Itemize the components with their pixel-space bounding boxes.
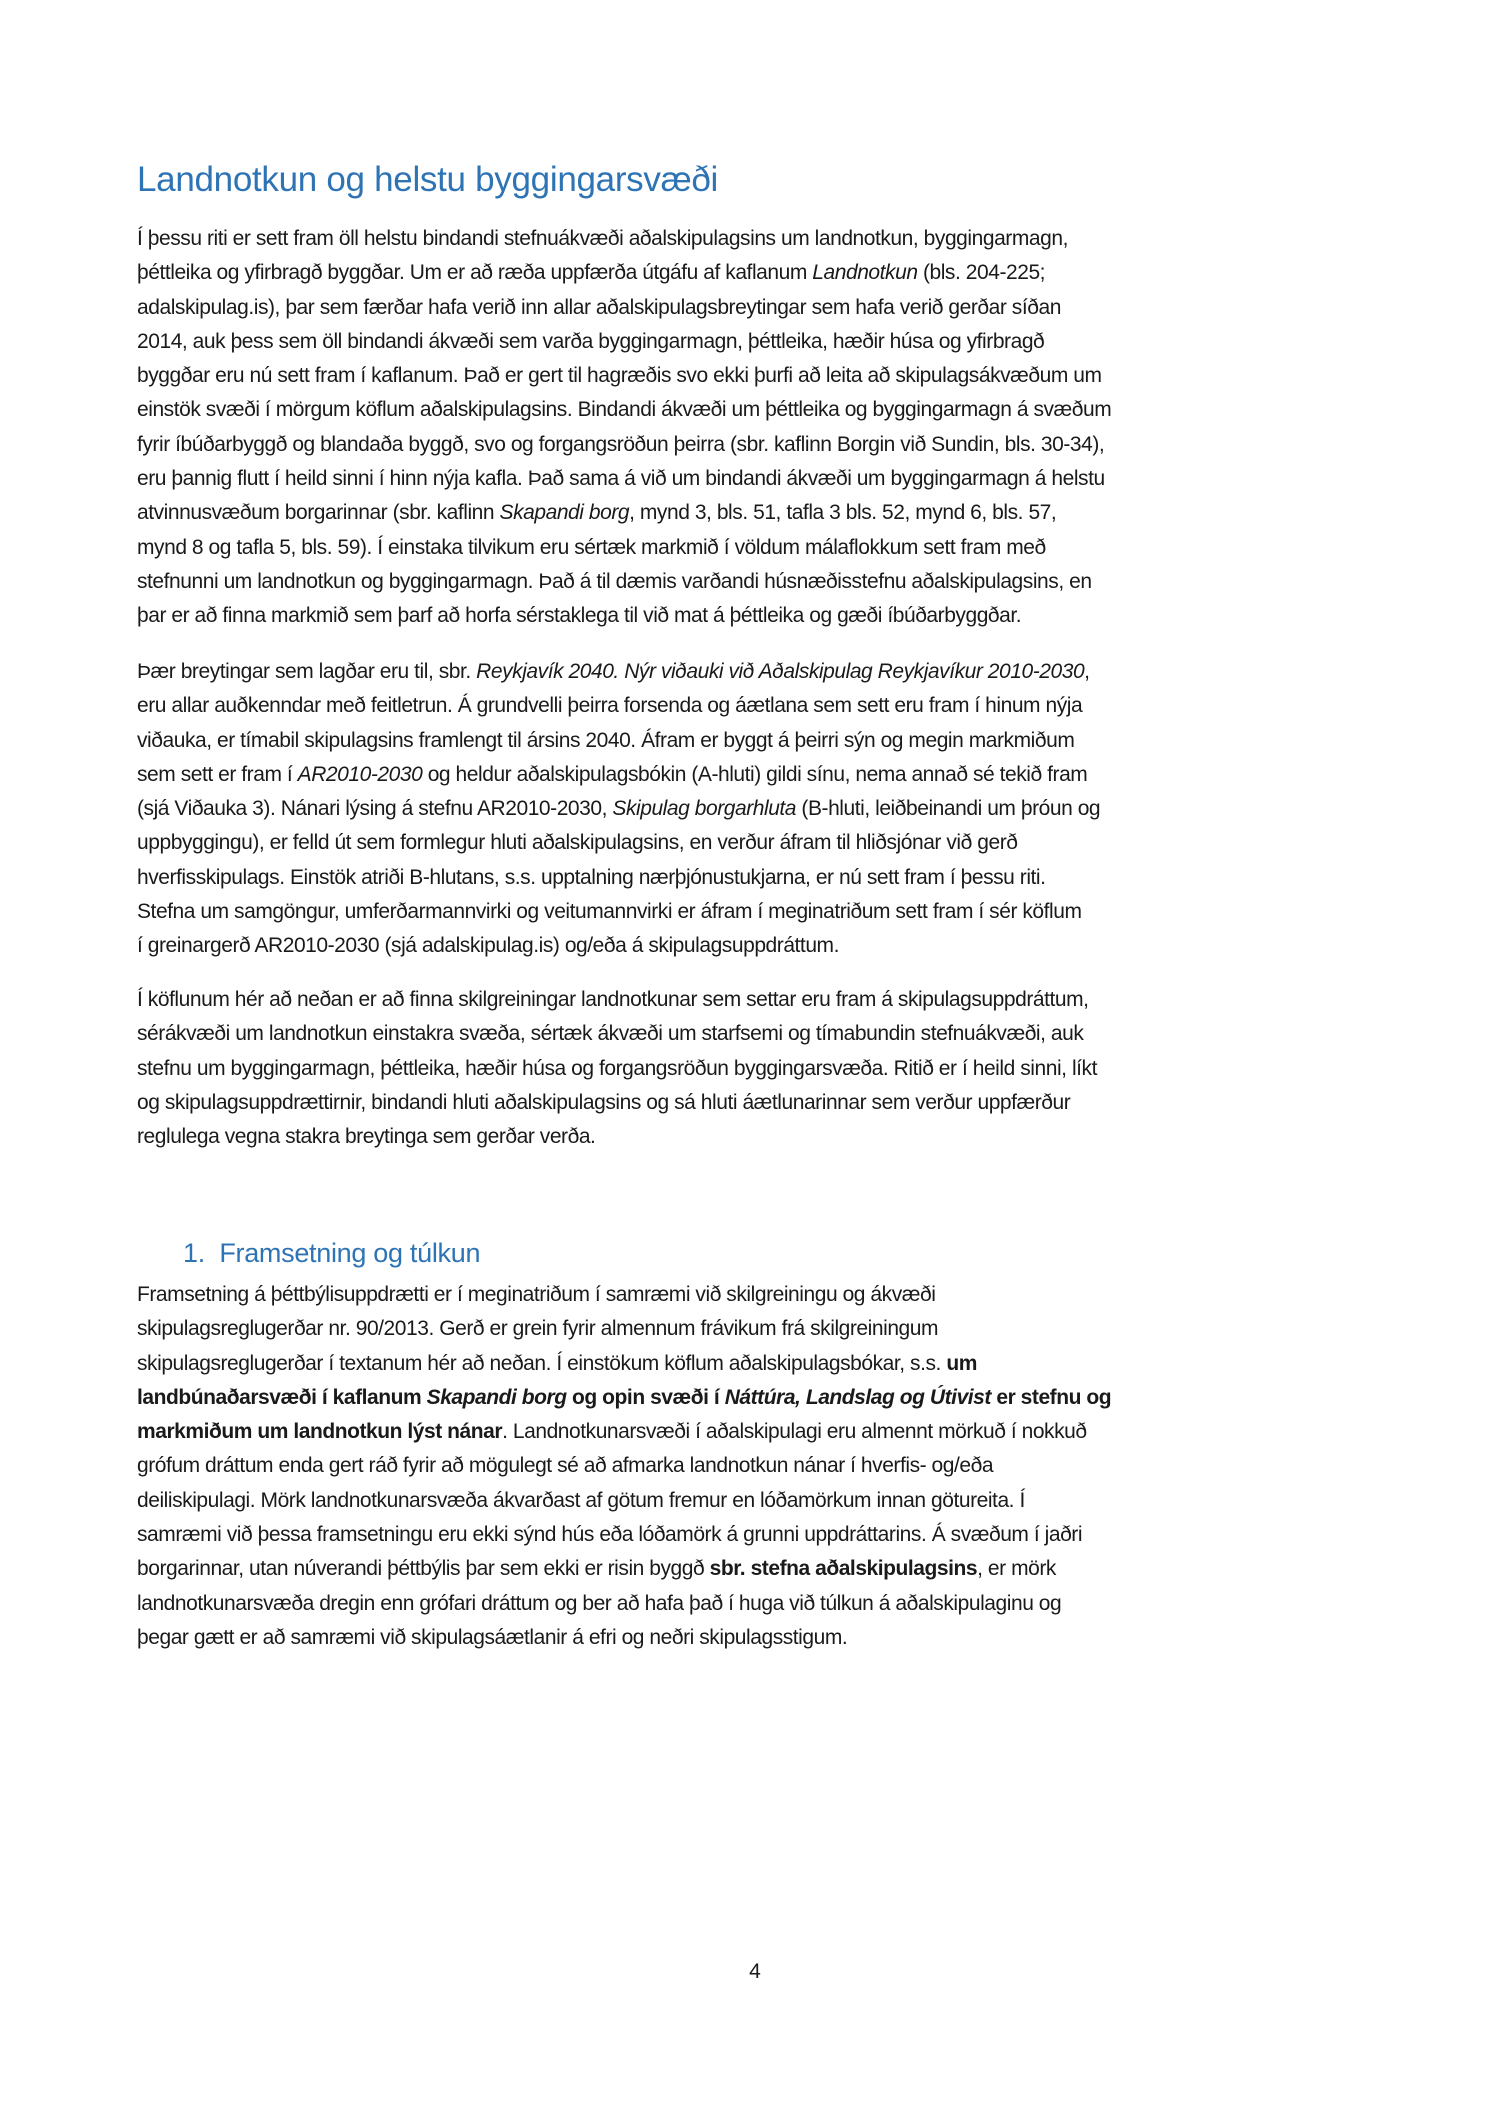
text-line <box>137 861 1100 895</box>
text-segment: landnotkunarsvæða dregin enn grófari dráttum og ber að hafa það í huga við túlkun á aðalskipulaginu og <box>137 1591 1062 1615</box>
text-line <box>137 393 1111 427</box>
text-segment: (sjá Viðauka 3). Nánari lýsing á stefnu AR2010-2030, <box>137 797 613 821</box>
text-line <box>137 826 1100 860</box>
text-segment: grófum dráttum enda gert ráð fyrir að mögulegt sé að afmarka landnotkun nánar í hverfis- og/eða <box>137 1454 994 1478</box>
text-line <box>137 1449 1111 1483</box>
text-segment: þéttleika og yfirbragð byggðar. Um er að ræða uppfærða útgáfu af kaflanum <box>137 261 813 285</box>
text-line <box>137 599 1111 633</box>
text-segment: borgarinnar, utan núverandi þéttbýlis þar sem ekki er risin byggð <box>137 1557 710 1581</box>
text-line <box>137 1086 1097 1120</box>
text-segment: skipulagsreglugerðar í textanum hér að neðan. Í einstökum köflum aðalskipulagsbókar, s.s. <box>137 1351 947 1375</box>
text-segment: AR2010-2030 <box>297 762 423 786</box>
text-segment: og opin svæði í <box>566 1385 725 1409</box>
text-segment: uppbyggingu), er felld út sem formlegur hluti aðalskipulagsins, en verður áfram til hliðsjónar við gerð <box>137 831 1018 855</box>
text-segment: í greinargerð AR2010-2030 (sjá adalskipulag.is) og/eða á skipulagsuppdráttum. <box>137 934 839 958</box>
text-segment: reglulega vegna stakra breytinga sem gerðar verða. <box>137 1125 596 1149</box>
text-segment: (B-hluti, leiðbeinandi um þróun og <box>796 797 1101 821</box>
text-line <box>137 565 1111 599</box>
text-line <box>137 895 1100 929</box>
text-segment: og skipulagsuppdrættirnir, bindandi hluti aðalskipulagsins og sá hluti áætlunarinnar sem verður uppfærður <box>137 1090 1071 1114</box>
text-segment: viðauka, er tímabil skipulagsins framlengt til ársins 2040. Áfram er byggt á þeirri sýn og megin markmiðum <box>137 728 1075 752</box>
text-line <box>137 689 1100 723</box>
section-heading <box>183 1238 480 1269</box>
text-segment: um <box>946 1351 977 1375</box>
text-line <box>137 724 1100 758</box>
text-segment: landbúnaðarsvæði í kaflanum <box>137 1385 427 1409</box>
text-segment: sérákvæði um landnotkun einstakra svæða, sértæk ákvæði um starfsemi og tímabundin stefnuákvæði, auk <box>137 1022 1084 1046</box>
text-line <box>137 983 1097 1017</box>
text-line <box>137 1621 1111 1655</box>
text-line <box>137 655 1100 689</box>
text-segment: Reykjavík 2040. Nýr viðauki við Aðalskipulag Reykjavíkur 2010-2030 <box>476 660 1085 683</box>
text-segment: (bls. 204-225; <box>917 261 1046 285</box>
text-segment: . Landnotkunarsvæði í aðalskipulagi eru almennt mörkuð í nokkuð <box>502 1420 1087 1444</box>
text-segment: mynd 8 og tafla 5, bls. 59). Í einstaka tilvikum eru sértæk markmið í völdum málaflokkum sett fram með <box>137 535 1046 559</box>
text-segment: þegar gætt er að samræmi við skipulagsáætlanir á efri og neðri skipulagsstigum. <box>137 1625 848 1649</box>
text-line <box>137 1552 1111 1586</box>
text-line <box>137 462 1111 496</box>
text-segment: , mynd 3, bls. 51, tafla 3 bls. 52, mynd 6, bls. 57, <box>629 501 1057 525</box>
text-line <box>137 929 1100 963</box>
text-line <box>137 1017 1097 1051</box>
text-line <box>137 1347 1111 1381</box>
text-segment: Í köflunum hér að neðan er að finna skilgreiningar landnotkunar sem settar eru fram á skipulagsuppdráttum, <box>137 988 1089 1011</box>
text-line <box>137 291 1111 325</box>
text-line <box>137 496 1111 530</box>
text-line <box>137 1278 1111 1312</box>
text-segment: hverfisskipulags. Einstök atriði B-hlutans, s.s. upptalning nærþjónustukjarna, er nú sett fram í þessu riti. <box>137 865 1046 889</box>
amendments-paragraph <box>137 655 1100 964</box>
text-segment: sem sett er fram í <box>137 762 298 786</box>
page-title: Landnotkun og helstu byggingarsvæði <box>137 160 719 199</box>
text-line <box>137 531 1111 565</box>
chapters-paragraph <box>137 983 1097 1154</box>
section-paragraph <box>137 1278 1111 1655</box>
text-segment: Landnotkun <box>812 261 918 285</box>
text-line <box>137 1415 1111 1449</box>
text-segment: markmiðum um landnotkun lýst nánar <box>137 1420 503 1444</box>
text-segment: Skapandi borg <box>499 501 630 525</box>
text-line <box>137 325 1111 359</box>
text-segment: einstök svæði í mörgum köflum aðalskipulagsins. Bindandi ákvæði um þéttleika og byggingarmagn á svæðum <box>137 398 1112 422</box>
text-segment: Skapandi borg <box>426 1385 567 1409</box>
text-line <box>137 256 1111 290</box>
text-segment: deiliskipulagi. Mörk landnotkunarsvæða ákvarðast af götum fremur en lóðamörkum innan götureita. Í <box>137 1488 1025 1512</box>
text-line <box>137 1518 1111 1552</box>
text-segment: byggðar eru nú sett fram í kaflanum. Það er gert til hagræðis svo ekki þurfi að leita að skipulagsákvæðum um <box>137 364 1102 388</box>
text-segment: sbr. stefna aðalskipulagsins <box>709 1557 978 1581</box>
text-segment: skipulagsreglugerðar nr. 90/2013. Gerð er grein fyrir almennum frávikum frá skilgreiningum <box>137 1317 939 1341</box>
text-segment: Skipulag borgarhluta <box>612 797 797 821</box>
text-segment: og heldur aðalskipulagsbókin (A-hluti) gildi sínu, nema annað sé tekið fram <box>422 762 1088 786</box>
text-segment: Þær breytingar sem lagðar eru til, sbr. <box>137 660 477 683</box>
text-segment: samræmi við þessa framsetningu eru ekki sýnd hús eða lóðamörk á grunni uppdráttarins. Á svæðum í jaðri <box>137 1523 1083 1547</box>
text-line <box>137 1120 1097 1154</box>
text-segment: þar er að finna markmið sem þarf að horfa sérstaklega til við mat á þéttleika og gæði íbúðarbyggðar. <box>137 604 1022 628</box>
text-segment: atvinnusvæðum borgarinnar (sbr. kaflinn <box>137 501 500 525</box>
text-line <box>137 428 1111 462</box>
text-segment: Í þessu riti er sett fram öll helstu bindandi stefnuákvæði aðalskipulagsins um landnotkun, byggingarmagn, <box>137 227 1068 250</box>
text-line <box>137 1381 1111 1415</box>
section-title: Framsetning og túlkun <box>219 1238 481 1268</box>
text-segment: eru allar auðkenndar með feitletrun. Á grundvelli þeirra forsenda og áætlana sem sett eru fram í hinum nýja <box>137 694 1083 718</box>
text-line <box>137 792 1100 826</box>
text-segment: adalskipulag.is), þar sem færðar hafa verið inn allar aðalskipulagsbreytingar sem hafa verið gerðar síðan <box>137 295 1061 319</box>
text-line <box>137 1484 1111 1518</box>
text-segment: eru þannig flutt í heild sinni í hinn nýja kafla. Það sama á við um bindandi ákvæði um byggingarmagn á helstu <box>137 467 1105 491</box>
text-segment: stefnunni um landnotkun og byggingarmagn. Það á til dæmis varðandi húsnæðisstefnu aðalskipulagsins, en <box>137 569 1092 593</box>
text-line <box>137 1312 1111 1346</box>
page-number: 4 <box>749 1960 761 1983</box>
text-line <box>137 359 1111 393</box>
text-segment: , <box>1084 660 1090 683</box>
text-segment: Náttúra, Landslag og Útivist <box>724 1385 991 1409</box>
text-segment: Stefna um samgöngur, umferðarmannvirki og veitumannvirki er áfram í meginatriðum sett fram í sér köflum <box>137 900 1082 924</box>
text-segment: stefnu um byggingarmagn, þéttleika, hæðir húsa og forgangsröðun byggingarsvæða. Ritið er í heild sinni, líkt <box>137 1056 1097 1080</box>
text-line <box>137 1587 1111 1621</box>
text-line <box>137 1052 1097 1086</box>
text-segment: er stefnu og <box>990 1385 1112 1409</box>
intro-paragraph <box>137 222 1111 634</box>
section-number: 1. <box>183 1238 205 1268</box>
text-line <box>137 222 1111 256</box>
text-segment: , er mörk <box>977 1557 1056 1581</box>
text-segment: fyrir íbúðarbyggð og blandaða byggð, svo og forgangsröðun þeirra (sbr. kaflinn Borgin við Sundin, bls. 30-34), <box>137 432 1105 456</box>
text-segment: Framsetning á þéttbýlisuppdrætti er í meginatriðum í samræmi við skilgreiningu og ákvæði <box>137 1283 936 1306</box>
text-line <box>137 758 1100 792</box>
text-segment: 2014, auk þess sem öll bindandi ákvæði sem varða byggingarmagn, þéttleika, hæðir húsa og yfirbragð <box>137 329 1045 353</box>
